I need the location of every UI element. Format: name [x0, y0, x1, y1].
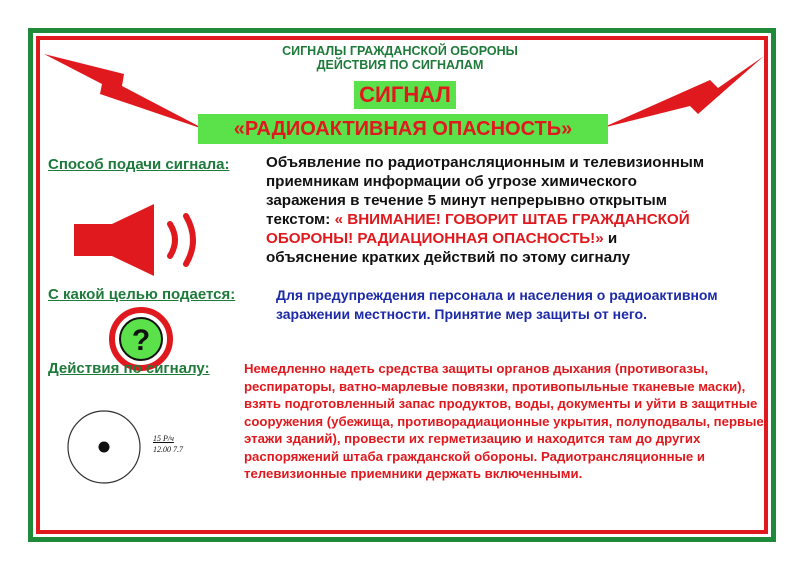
- method-line-3: заражения в течение 5 минут непрерывно открытым: [266, 192, 667, 209]
- actions-text: Немедленно надеть средства защиты органов дыхания (противогазы, респираторы, ватно-марлевые повязки, противопыльные тканевые маски), взять подготовленный запас продуктов, воды, документы и уйти в защитные сооружения (убежища, противорадиационные укрытия, полуподвалы, первые этажи зданий), провести их герметизацию и находится там до других распоряжений штаба гражданской обороны. Радиотрансляционные и телевизионные приемники держать включенными.: [244, 361, 764, 481]
- signal-name: «РАДИОАКТИВНАЯ ОПАСНОСТЬ»: [198, 114, 608, 144]
- method-prefix: текстом:: [266, 211, 335, 228]
- method-text: [266, 153, 776, 267]
- header-subtitle: ДЕЙСТВИЯ ПО СИГНАЛАМ: [316, 58, 484, 72]
- actions-label: Действия по сигналу:: [48, 360, 210, 377]
- signal-label: СИГНАЛ: [354, 81, 456, 109]
- radiation-time-date: 12.00 7.7: [153, 445, 183, 454]
- loudspeaker-icon: [72, 202, 222, 278]
- method-line-2: приемникам информации об угрозе химического: [266, 173, 637, 190]
- method-line-end: объяснение кратких действий по этому сигналу: [266, 249, 631, 266]
- purpose-label: С какой целью подается:: [48, 286, 236, 303]
- svg-text:?: ?: [131, 324, 151, 357]
- purpose-text: Для предупреждения персонала и населения о радиоактивном заражении местности. Принятие мер защиты от него.: [276, 287, 718, 322]
- lightning-bolt-left-icon: [40, 40, 210, 140]
- header-title: СИГНАЛЫ ГРАЖДАНСКОЙ ОБОРОНЫ: [282, 44, 518, 58]
- method-line-1: Объявление по радиотрансляционным и телевизионным: [266, 154, 705, 171]
- method-highlight-1: « ВНИМАНИЕ! ГОВОРИТ ШТАБ ГРАЖДАНСКОЙ: [334, 211, 690, 228]
- radiation-level: 15 Р/ч: [153, 434, 174, 443]
- lightning-bolt-right-icon: [598, 52, 768, 152]
- method-label: Способ подачи сигнала:: [48, 156, 230, 173]
- method-highlight-2: ОБОРОНЫ! РАДИАЦИОННАЯ ОПАСНОСТЬ!»: [266, 230, 604, 247]
- method-conj: и: [603, 230, 618, 247]
- radiation-zone-icon: [64, 407, 144, 487]
